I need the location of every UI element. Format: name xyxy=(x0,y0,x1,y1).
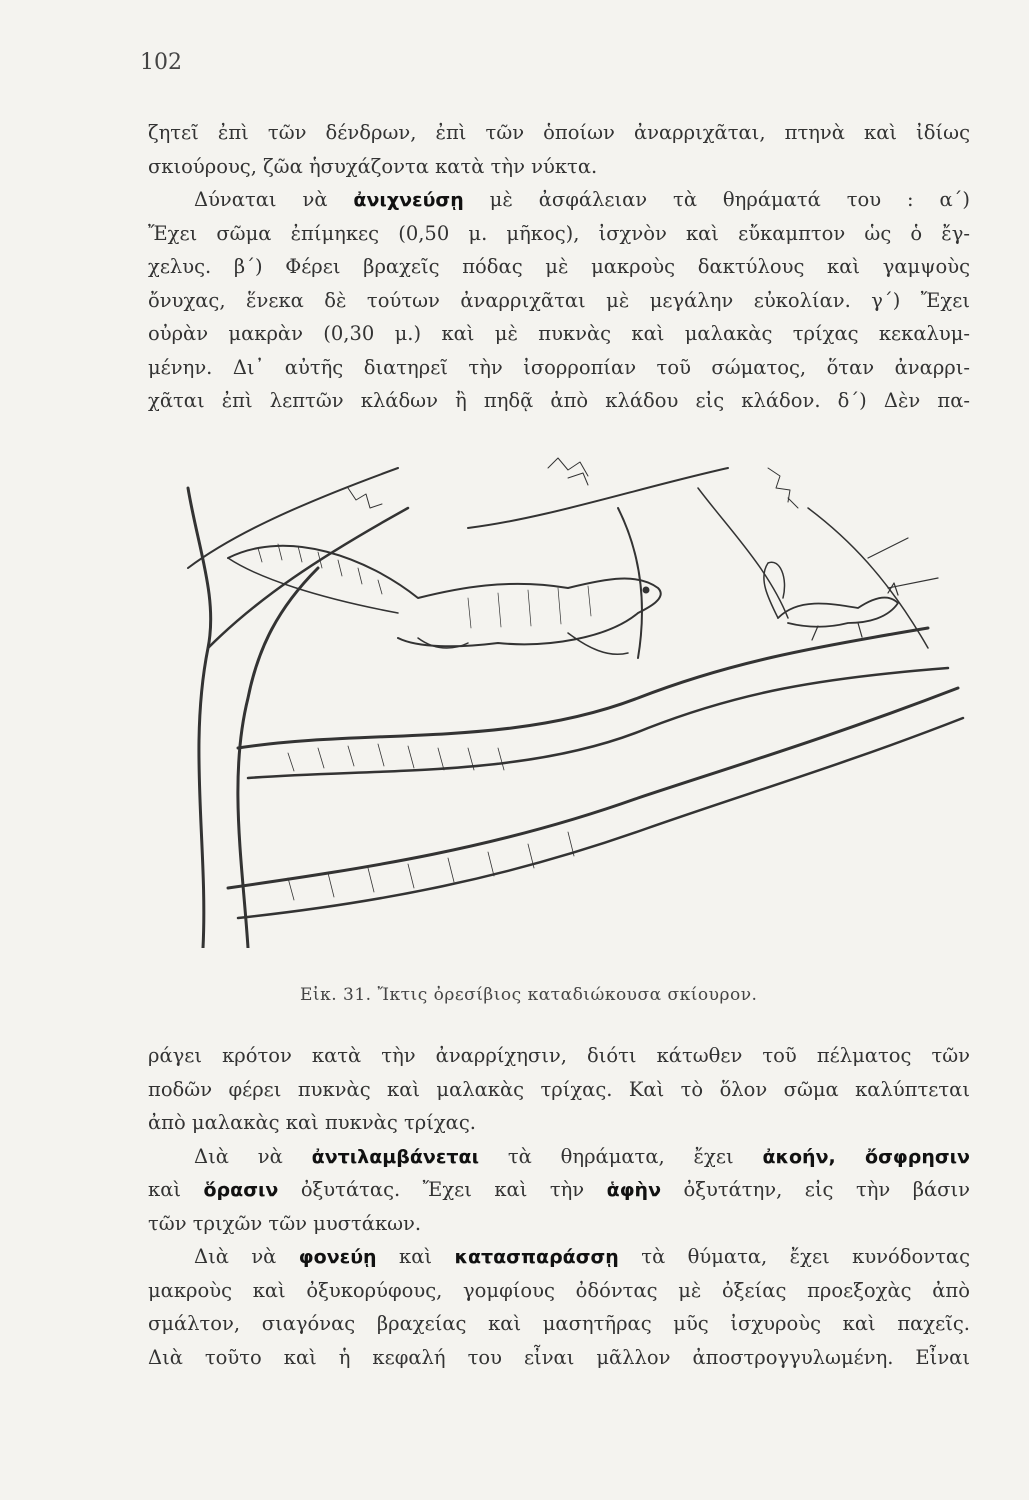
bold-term: ἀντιλαμβάνεται xyxy=(311,1145,479,1168)
text-segment: Δύναται νὰ xyxy=(194,188,354,211)
text-segment: Διὰ τοῦτο καὶ ἡ κεφαλή του εἶναι μᾶλλον ἀποστρογγυλωμένη. Εἶναι xyxy=(148,1345,970,1369)
bold-term: φονεύῃ xyxy=(298,1246,377,1268)
text-segment: σμάλτον, σιαγόνας βραχείας καὶ μασητῆρας μῦς ἰσχυροὺς καὶ παχεῖς. xyxy=(148,1312,970,1335)
text-line xyxy=(148,351,970,385)
text-line xyxy=(148,1341,970,1375)
text-line xyxy=(148,384,970,418)
bold-term: ὅρασιν xyxy=(203,1179,279,1201)
text-segment: σκιούρους, ζῶα ἡσυχάζοντα κατὰ τὴν νύκτα. xyxy=(148,154,598,178)
text-segment: Ἔχει σῶμα ἐπίμηκες (0,50 μ. μῆκος), ἰσχνὸν καὶ εὔκαμπτον ὡς ὁ ἔγ- xyxy=(148,221,970,245)
text-line xyxy=(148,1140,970,1174)
body-text-top xyxy=(148,116,970,418)
text-segment: ὀξυτάτην, εἰς τὴν βάσιν xyxy=(661,1178,970,1201)
text-segment: καὶ xyxy=(376,1245,455,1268)
text-line xyxy=(148,1106,970,1140)
text-segment: Διὰ νὰ xyxy=(194,1245,299,1268)
text-segment: ὀξυτάτας. Ἔχει καὶ τὴν xyxy=(278,1178,607,1201)
figure-caption: Εἰκ. 31. Ἴκτις ὀρεσίβιος καταδιώκουσα σκίουρον. xyxy=(300,985,758,1005)
page-number: 102 xyxy=(140,50,182,75)
text-segment: ὄνυχας, ἕνεκα δὲ τούτων ἀναρριχᾶται μὲ μεγάλην εὐκολίαν. γ΄) Ἔχει xyxy=(148,288,970,312)
text-line xyxy=(148,284,970,318)
text-segment: ἀπὸ μαλακὰς καὶ πυκνὰς τρίχας. xyxy=(148,1111,476,1134)
text-segment: τὰ θύματα, ἔχει κυνόδοντας xyxy=(618,1245,970,1268)
bold-term: ἀνιχνεύσῃ xyxy=(353,189,464,211)
text-segment: τὰ θηράματα, ἔχει xyxy=(478,1144,763,1168)
bold-term: κατασπαράσσῃ xyxy=(454,1246,619,1268)
text-line xyxy=(148,217,970,251)
text-line xyxy=(148,150,970,184)
text-line xyxy=(148,317,970,351)
text-segment: ράγει κρότον κατὰ τὴν ἀναρρίχησιν, διότι κάτωθεν τοῦ πέλματος τῶν xyxy=(148,1044,970,1067)
bold-term: ἁφὴν xyxy=(606,1179,662,1201)
text-segment: Διὰ νὰ xyxy=(194,1144,312,1168)
text-line xyxy=(148,183,970,217)
body-text-bottom xyxy=(148,1039,970,1374)
text-line xyxy=(148,1173,970,1207)
text-segment: καὶ xyxy=(148,1178,204,1201)
text-line xyxy=(148,1240,970,1274)
engraving-drawing xyxy=(168,448,968,948)
text-line xyxy=(148,1039,970,1073)
text-segment: μακροὺς καὶ ὀξυκορύφους, γομφίους ὀδόντας μὲ ὀξείας προεξοχὰς ἀπὸ xyxy=(148,1278,970,1302)
text-segment: μὲ ἀσφάλειαν τὰ θηράματά του : α΄) xyxy=(463,188,970,211)
bold-term: ἀκοήν, ὄσφρησιν xyxy=(762,1145,970,1168)
text-segment: τῶν τριχῶν τῶν μυστάκων. xyxy=(148,1211,422,1235)
text-line xyxy=(148,116,970,150)
text-line xyxy=(148,1073,970,1107)
text-segment: μένην. Δι᾽ αὐτῆς διατηρεῖ τὴν ἰσορροπίαν τοῦ σώματος, ὅταν ἀναρρι- xyxy=(148,355,970,379)
text-segment: ζητεῖ ἐπὶ τῶν δένδρων, ἐπὶ τῶν ὁποίων ἀναρριχᾶται, πτηνὰ καὶ ἰδίως xyxy=(148,121,970,144)
text-segment: χᾶται ἐπὶ λεπτῶν κλάδων ἢ πηδᾷ ἀπὸ κλάδου εἰς κλάδον. δ΄) Δὲν πα- xyxy=(148,389,970,412)
text-line xyxy=(148,1274,970,1308)
text-line xyxy=(148,1307,970,1341)
illustration-marten-chasing-squirrel xyxy=(168,448,968,948)
text-line xyxy=(148,1207,970,1241)
text-segment: χελυς. β΄) Φέρει βραχεῖς πόδας μὲ μακροὺς δακτύλους καὶ γαμψοὺς xyxy=(148,255,970,278)
text-line xyxy=(148,250,970,284)
text-segment: ποδῶν φέρει πυκνὰς καὶ μαλακὰς τρίχας. Καὶ τὸ ὅλον σῶμα καλύπτεται xyxy=(148,1077,970,1101)
text-segment: οὐρὰν μακρὰν (0,30 μ.) καὶ μὲ πυκνὰς καὶ μαλακὰς τρίχας κεκαλυμ- xyxy=(148,322,970,345)
